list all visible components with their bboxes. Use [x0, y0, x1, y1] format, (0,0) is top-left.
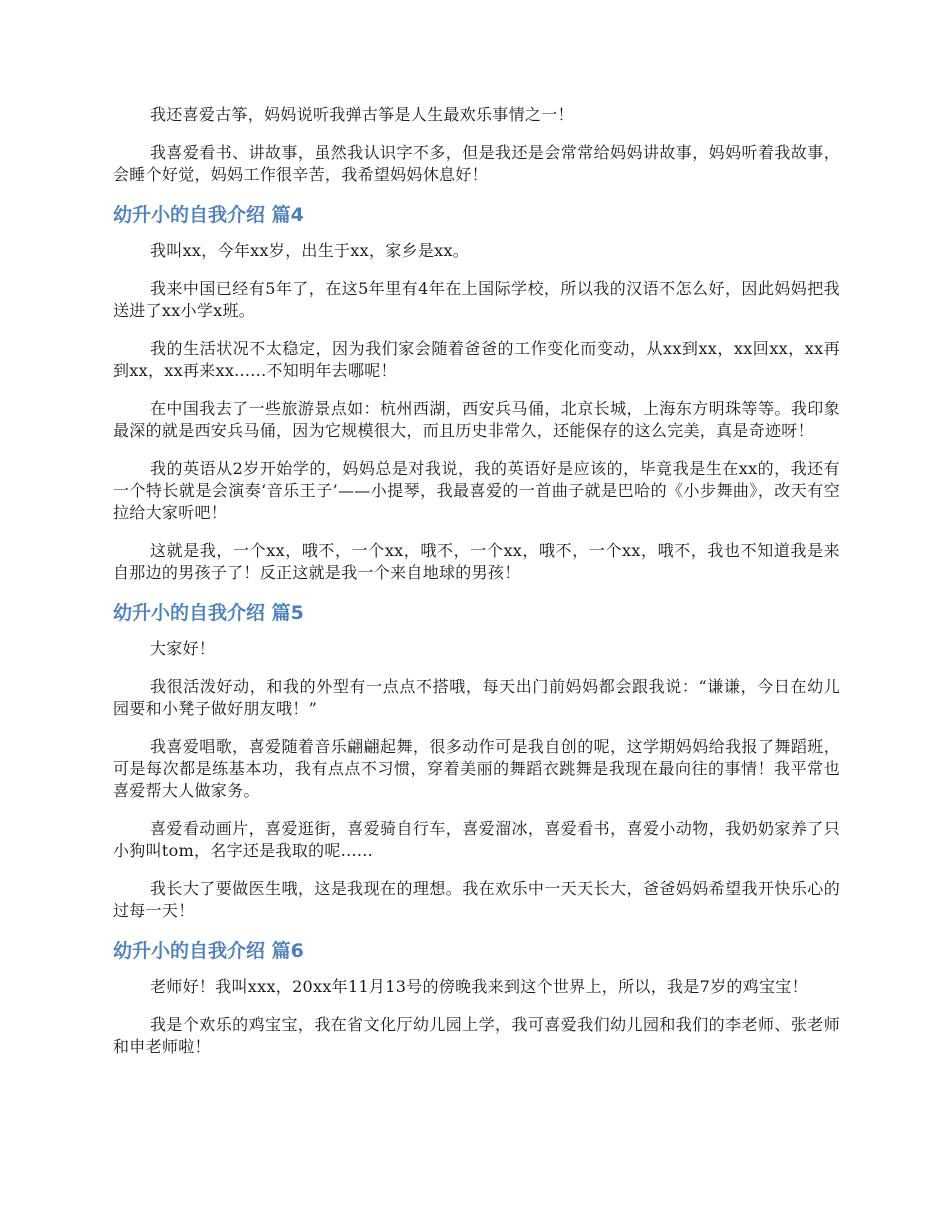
paragraph: 我的英语从2岁开始学的，妈妈总是对我说，我的英语好是应该的，毕竟我是生在xx的，我还有一个特长就是会演奏‘音乐王子’——小提琴，我最喜爱的一首曲子就是巴哈的《小步舞曲》，改天有空拉给大家听吧！: [113, 459, 840, 522]
paragraph: 老师好！我叫xxx，20xx年11月13号的傍晚我来到这个世界上，所以，我是7岁的鸡宝宝！: [150, 977, 808, 996]
paragraph: 我还喜爱古筝，妈妈说听我弹古筝是人生最欢乐事情之一！: [150, 105, 574, 124]
paragraph: 我很活泼好动，和我的外型有一点点不搭哦，每天出门前妈妈都会跟我说：“谦谦，今日在幼儿园要和小凳子做好朋友哦！”: [113, 677, 840, 718]
paragraph: 我来中国已经有5年了，在这5年里有4年在上国际学校，所以我的汉语不怎么好，因此妈妈把我送进了xx小学x班。: [113, 279, 840, 320]
paragraph: 我的生活状况不太稳定，因为我们家会随着爸爸的工作变化而变动，从xx到xx，xx回xx，xx再到xx，xx再来xx......不知明年去哪呢！: [113, 339, 840, 380]
paragraph: 喜爱看动画片，喜爱逛街，喜爱骑自行车，喜爱溜冰，喜爱看书，喜爱小动物，我奶奶家养了只小狗叫tom，名字还是我取的呢......: [113, 819, 840, 860]
section-heading: 幼升小的自我介绍 篇5: [113, 602, 304, 624]
paragraph: 我叫xx，今年xx岁，出生于xx，家乡是xx。: [150, 241, 470, 260]
paragraph: 我喜爱看书、讲故事，虽然我认识字不多，但是我还是会常常给妈妈讲故事，妈妈听着我故事，会睡个好觉，妈妈工作很辛苦，我希望妈妈休息好！: [113, 143, 840, 184]
paragraph: 在中国我去了一些旅游景点如：杭州西湖，西安兵马俑，北京长城，上海东方明珠等等。我印象最深的就是西安兵马俑，因为它规模很大，而且历史非常久，还能保存的这么完美，真是奇迹呀！: [113, 399, 840, 440]
paragraph: 我是个欢乐的鸡宝宝，我在省文化厅幼儿园上学，我可喜爱我们幼儿园和我们的李老师、张老师和申老师啦！: [113, 1015, 840, 1056]
paragraph: 这就是我，一个xx，哦不，一个xx，哦不，一个xx，哦不，一个xx，哦不，我也不知道我是来自那边的男孩子了！反正这就是我一个来自地球的男孩！: [113, 541, 840, 582]
paragraph: 我长大了要做医生哦，这是我现在的理想。我在欢乐中一天天长大，爸爸妈妈希望我开快乐心的过每一天！: [113, 879, 840, 920]
section-heading: 幼升小的自我介绍 篇6: [113, 940, 304, 962]
section-heading: 幼升小的自我介绍 篇4: [113, 204, 304, 226]
paragraph: 大家好！: [150, 639, 216, 658]
document-page: [113, 104, 840, 1074]
paragraph: 我喜爱唱歌，喜爱随着音乐翩翩起舞，很多动作可是我自创的呢，这学期妈妈给我报了舞蹈班，可是每次都是练基本功，我有点点不习惯，穿着美丽的舞蹈衣跳舞是我现在最向往的事情！我平常也喜爱帮大人做家务。: [113, 737, 840, 800]
